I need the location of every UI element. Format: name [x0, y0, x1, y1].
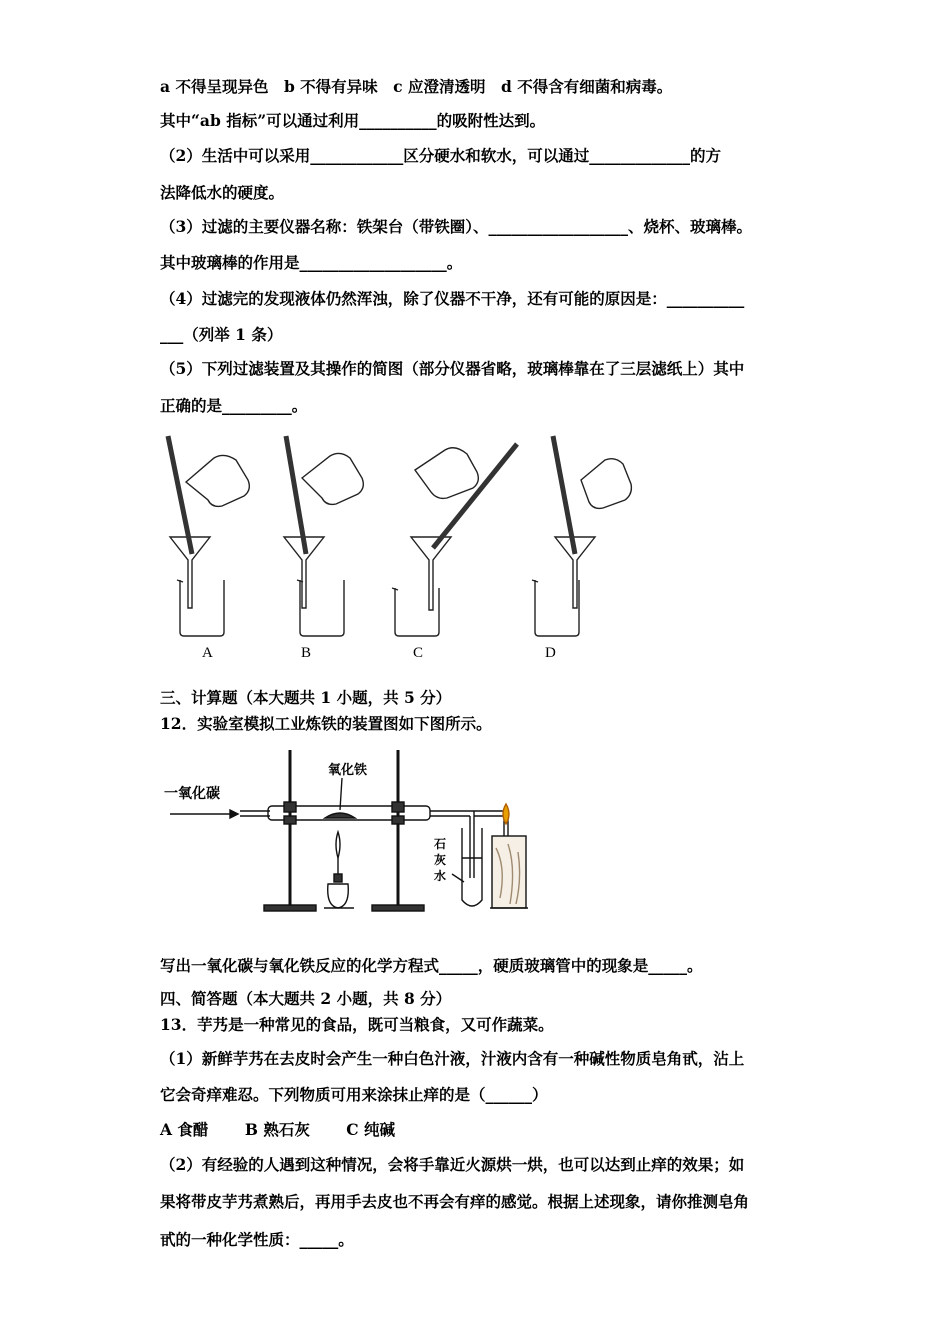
question-13-2-b: 果将带皮芋艿煮熟后，再用手去皮也不再会有痒的感觉。根据上述现象，请你推测皂角 [160, 1192, 750, 1211]
question-13-2-c: 甙的一种化学性质：_____。 [160, 1230, 354, 1249]
limewater-test-tube [462, 828, 482, 906]
iron-smelting-figure [160, 748, 560, 918]
filter-apparatus-figure [150, 430, 650, 670]
section-4-heading: 四、简答题（本大题共 2 小题，共 8 分） [160, 989, 452, 1008]
question-13-options: A 食醋 B 熟石灰 C 纯碱 [160, 1120, 395, 1139]
text-line-3: （2）生活中可以采用____________区分硬水和软水，可以通过_____________的方 [160, 146, 722, 165]
text-line-5: （3）过滤的主要仪器名称：铁架台（带铁圈）、__________________、烧杯、玻璃棒。 [160, 217, 753, 236]
question-13-2-a: （2）有经验的人遇到这种情况，会将手靠近火源烘一烘，也可以达到止痒的效果；如 [160, 1155, 745, 1174]
question-12-text: 写出一氧化碳与氧化铁反应的化学方程式_____，硬质玻璃管中的现象是_____。 [160, 956, 703, 975]
iron-oxide-powder [325, 813, 355, 818]
filter-setup-b [284, 436, 363, 636]
filter-label-a: A [202, 645, 213, 661]
text-line-6: 其中玻璃棒的作用是___________________。 [160, 253, 463, 272]
text-line-10: 正确的是_________。 [160, 396, 308, 415]
filter-label-d: D [545, 645, 556, 661]
text-line-4: 法降低水的硬度。 [160, 183, 285, 202]
limewater-label-2: 灰 [434, 853, 447, 867]
filter-setup-c [392, 444, 517, 636]
text-line-1: a 不得呈现异色 b 不得有异味 c 应澄清透明 d 不得含有细菌和病毒。 [160, 77, 673, 96]
filter-label-b: B [301, 645, 312, 661]
filter-setup-d [532, 436, 631, 636]
question-13: 13．芋艿是一种常见的食品，既可当粮食，又可作蔬菜。 [160, 1015, 554, 1034]
text-line-7: （4）过滤完的发现液体仍然浑浊，除了仪器不干净，还有可能的原因是：__________ [160, 289, 745, 308]
question-13-1-a: （1）新鲜芋艿在去皮时会产生一种白色汁液，汁液内含有一种碱性物质皂角甙，沾上 [160, 1049, 745, 1068]
text-line-2: 其中“ab 指标”可以通过利用__________的吸附性达到。 [160, 111, 546, 130]
co-label: 一氧化碳 [164, 786, 220, 802]
question-13-1-b: 它会奇痒难忍。下列物质可用来涂抹止痒的是（______） [160, 1085, 548, 1104]
question-12: 12．实验室模拟工业炼铁的装置图如下图所示。 [160, 714, 492, 733]
limewater-label-1: 石 [434, 837, 447, 851]
filter-label-c: C [413, 645, 424, 661]
text-line-9: （5）下列过滤装置及其操作的简图（部分仪器省略，玻璃棒靠在了三层滤纸上）其中 [160, 359, 745, 378]
limewater-label-3: 水 [434, 869, 447, 883]
iron-oxide-label: 氧化铁 [328, 763, 368, 778]
section-3-heading: 三、计算题（本大题共 1 小题，共 5 分） [160, 688, 452, 707]
filter-setup-a [168, 436, 249, 636]
text-line-8: ___（列举 1 条） [160, 325, 283, 344]
